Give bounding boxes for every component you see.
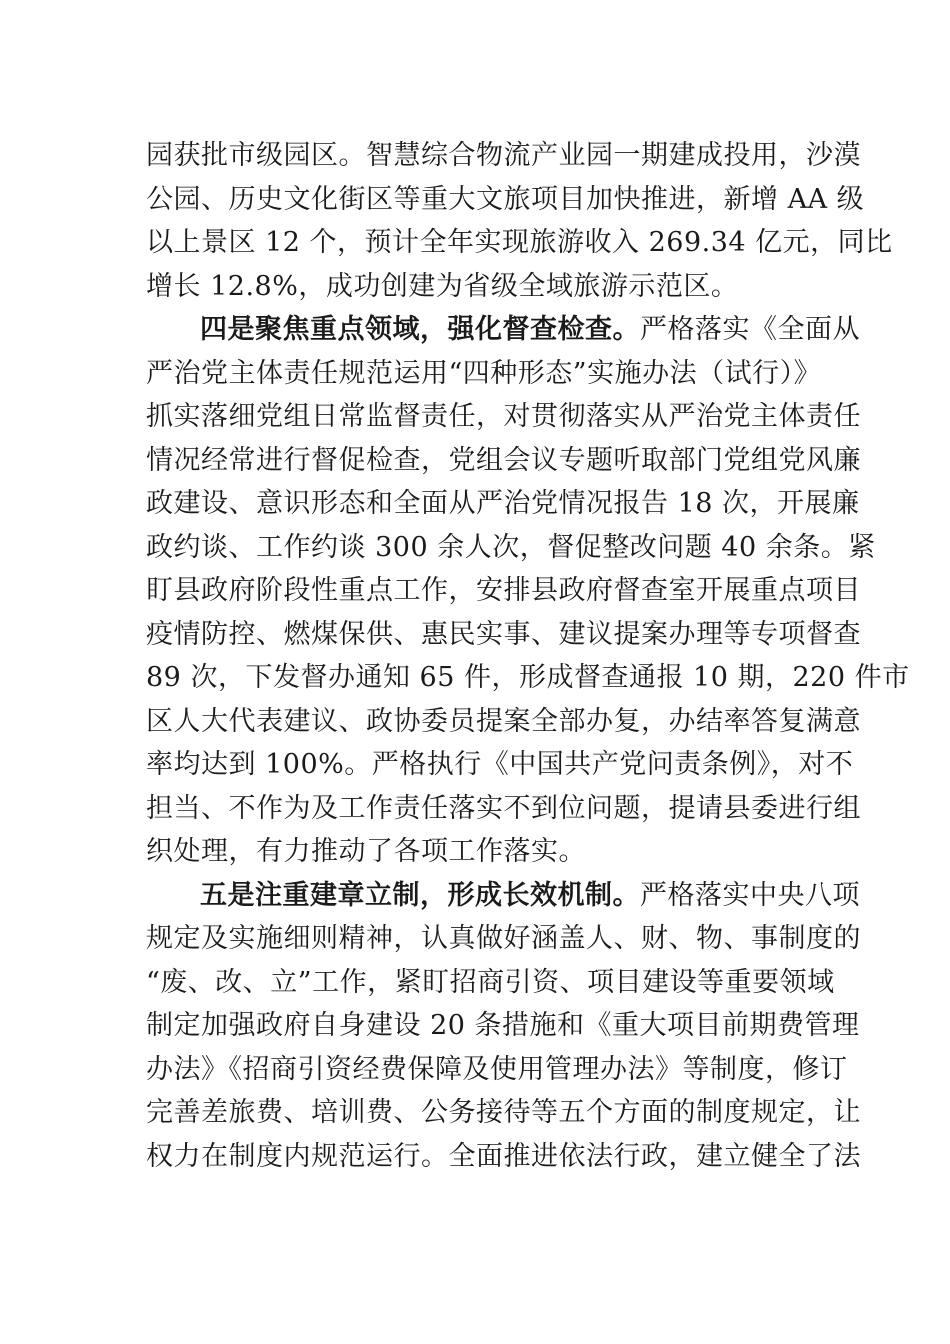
text-line: 严治党主体责任规范运用“四种形态”实施办法（试行）》 bbox=[146, 357, 822, 389]
text-line: 公园、历史文化街区等重大文旅项目加快推进，新增 AA 级 bbox=[146, 183, 865, 215]
text-line: 区人大代表建议、政协委员提案全部办复，办结率答复满意 bbox=[146, 705, 861, 737]
text-line: 率均达到 100%。严格执行《中国共产党问责条例》，对不 bbox=[146, 749, 854, 780]
text-line: 办法》《招商引资经费保障及使用管理办法》等制度，修订 bbox=[146, 1053, 848, 1085]
text-line: 盯县政府阶段性重点工作，安排县政府督查室开展重点项目 bbox=[146, 575, 861, 606]
body-text bbox=[146, 134, 910, 1178]
text-line: 担当、不作为及工作责任落实不到位问题，提请县委进行组 bbox=[146, 792, 861, 824]
text-line: 情况经常进行督促检查，党组会议专题听取部门党组党风廉 bbox=[146, 444, 861, 476]
text-line: “废、改、立”工作，紧盯招商引资、项目建设等重要领域 bbox=[146, 966, 835, 998]
paragraph-first-line bbox=[146, 874, 860, 918]
text-line: 疫情防控、燃煤保供、惠民实事、建议提案办理等专项督查 bbox=[146, 618, 861, 650]
text-line: 制定加强政府自身建设 20 条措施和《重大项目前期费管理 bbox=[146, 1010, 860, 1041]
text-line: 政约谈、工作约谈 300 余人次，督促整改问题 40 余条。紧 bbox=[146, 531, 876, 563]
paragraph-first-line bbox=[146, 308, 860, 352]
text-line: 园获批市级园区。智慧综合物流产业园一期建成投用，沙漠 bbox=[146, 140, 861, 171]
text-line: 增长 12.8%，成功创建为省级全域旅游示范区。 bbox=[146, 270, 739, 302]
text-line: 权力在制度内规范运行。全面推进依法行政，建立健全了法 bbox=[146, 1140, 861, 1172]
paragraph-heading: 五是注重建章立制，形成长效机制。 bbox=[200, 879, 640, 911]
text-line: 规定及实施细则精神，认真做好涵盖人、财、物、事制度的 bbox=[146, 923, 861, 954]
text-fragment: 严格落实中央八项 bbox=[640, 879, 860, 911]
text-line: 政建设、意识形态和全面从严治党情况报告 18 次，开展廉 bbox=[146, 488, 860, 519]
text-line: 织处理，有力推动了各项工作落实。 bbox=[146, 836, 586, 867]
text-line: 89 次，下发督办通知 65 件，形成督查通报 10 期，220 件市 bbox=[146, 662, 910, 693]
text-line: 抓实落细党组日常监督责任，对贯彻落实从严治党主体责任 bbox=[146, 401, 861, 432]
paragraph-heading: 四是聚焦重点领域，强化督查检查。 bbox=[200, 314, 640, 345]
text-line: 完善差旅费、培训费、公务接待等五个方面的制度规定，让 bbox=[146, 1097, 861, 1128]
text-line: 以上景区 12 个，预计全年实现旅游收入 269.34 亿元，同比 bbox=[146, 227, 893, 258]
text-fragment: 严格落实《全面从 bbox=[640, 314, 860, 345]
